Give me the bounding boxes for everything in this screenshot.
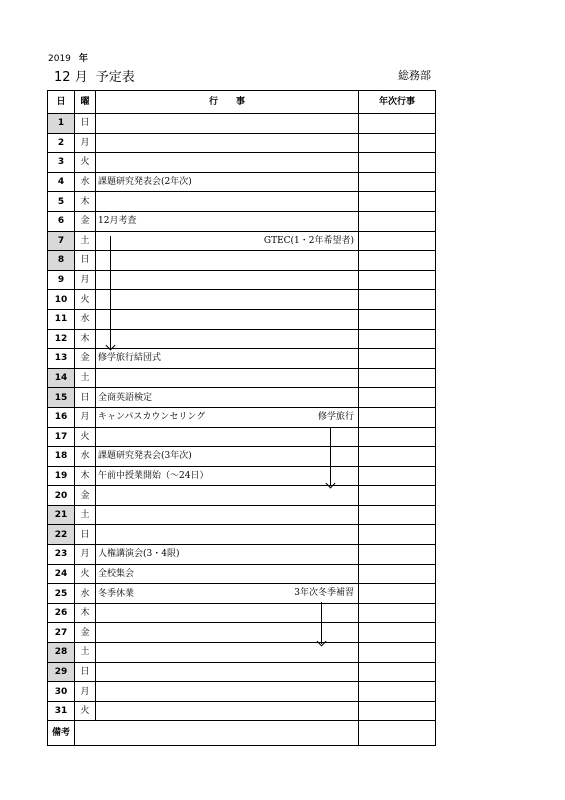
annual-event-cell [359, 603, 436, 623]
col-header-events: 行 事 [96, 91, 359, 114]
annual-event-cell [359, 682, 436, 702]
weekday-cell: 木 [75, 603, 96, 623]
annual-event-cell [359, 133, 436, 153]
annual-event-cell [359, 407, 436, 427]
date-cell: 17 [48, 427, 75, 447]
weekday-cell: 日 [75, 388, 96, 408]
weekday-cell: 水 [75, 172, 96, 192]
event-cell [96, 329, 359, 349]
date-cell: 10 [48, 290, 75, 310]
event-cell [96, 682, 359, 702]
date-cell: 30 [48, 682, 75, 702]
event-cell [96, 192, 359, 212]
annual-event-cell [359, 114, 436, 134]
annual-event-cell [359, 643, 436, 663]
table-row [48, 251, 436, 271]
event-text: 午前中授業開始（～24日） [98, 470, 209, 481]
annual-event-cell [359, 172, 436, 192]
weekday-cell: 金 [75, 486, 96, 506]
annual-event-cell [359, 701, 436, 721]
annual-event-cell [359, 388, 436, 408]
event-cell [96, 231, 359, 251]
event-cell [96, 466, 359, 486]
date-cell: 28 [48, 643, 75, 663]
table-row [48, 525, 436, 545]
weekday-cell: 火 [75, 153, 96, 173]
continuation-arrow [110, 236, 111, 348]
table-row [48, 192, 436, 212]
table-row [48, 427, 436, 447]
event-cell [96, 447, 359, 467]
event-text: 人権講演会(3・4限) [98, 549, 180, 560]
date-cell: 12 [48, 329, 75, 349]
department-label: 総務部 [398, 69, 431, 82]
remarks-label: 備考 [48, 721, 75, 746]
table-row [48, 564, 436, 584]
annual-event-cell [359, 309, 436, 329]
table-row [48, 623, 436, 643]
remarks-row [48, 721, 436, 746]
remarks-cell [75, 721, 359, 746]
event-cell [96, 133, 359, 153]
weekday-cell: 火 [75, 564, 96, 584]
date-cell: 7 [48, 231, 75, 251]
col-header-dow: 曜 [75, 91, 96, 114]
date-cell: 26 [48, 603, 75, 623]
date-cell: 3 [48, 153, 75, 173]
event-cell [96, 505, 359, 525]
event-cell [96, 290, 359, 310]
annual-event-cell [359, 427, 436, 447]
table-row [48, 270, 436, 290]
weekday-cell: 土 [75, 505, 96, 525]
table-row [48, 643, 436, 663]
annual-event-cell [359, 192, 436, 212]
table-row [48, 153, 436, 173]
annual-event-cell [359, 447, 436, 467]
table-row [48, 133, 436, 153]
date-cell: 24 [48, 564, 75, 584]
weekday-cell: 日 [75, 114, 96, 134]
date-cell: 21 [48, 505, 75, 525]
table-row [48, 486, 436, 506]
weekday-cell: 水 [75, 584, 96, 604]
event-cell [96, 701, 359, 721]
table-header-row [48, 91, 436, 114]
annual-event-cell [359, 329, 436, 349]
weekday-cell: 金 [75, 623, 96, 643]
event-cell [96, 172, 359, 192]
table-row [48, 290, 436, 310]
weekday-cell: 月 [75, 545, 96, 565]
weekday-cell: 土 [75, 231, 96, 251]
remarks-annual-cell [359, 721, 436, 746]
event-cell [96, 153, 359, 173]
annual-event-cell [359, 368, 436, 388]
weekday-cell: 金 [75, 349, 96, 369]
table-row [48, 466, 436, 486]
annual-event-cell [359, 584, 436, 604]
date-cell: 16 [48, 407, 75, 427]
annual-event-cell [359, 564, 436, 584]
annual-event-cell [359, 290, 436, 310]
table-row [48, 447, 436, 467]
event-right-text: 3年次冬季補習 [294, 588, 354, 599]
weekday-cell: 月 [75, 682, 96, 702]
table-row [48, 505, 436, 525]
annual-event-cell [359, 349, 436, 369]
annual-event-cell [359, 525, 436, 545]
weekday-cell: 日 [75, 662, 96, 682]
annual-event-cell [359, 231, 436, 251]
date-cell: 8 [48, 251, 75, 271]
event-cell [96, 486, 359, 506]
event-cell [96, 603, 359, 623]
table-row [48, 114, 436, 134]
weekday-cell: 土 [75, 643, 96, 663]
annual-event-cell [359, 662, 436, 682]
date-cell: 9 [48, 270, 75, 290]
event-cell [96, 407, 359, 427]
event-cell [96, 643, 359, 663]
table-row [48, 388, 436, 408]
table-row [48, 545, 436, 565]
weekday-cell: 木 [75, 192, 96, 212]
continuation-arrow [330, 428, 331, 486]
event-cell [96, 662, 359, 682]
weekday-cell: 月 [75, 270, 96, 290]
annual-event-cell [359, 486, 436, 506]
col-header-annual: 年次行事 [359, 91, 436, 114]
table-row [48, 172, 436, 192]
weekday-cell: 金 [75, 211, 96, 231]
month-title: 12 月 予定表 [54, 70, 135, 85]
event-cell [96, 211, 359, 231]
date-cell: 13 [48, 349, 75, 369]
weekday-cell: 木 [75, 466, 96, 486]
date-cell: 23 [48, 545, 75, 565]
col-header-date: 日 [48, 91, 75, 114]
event-text: 修学旅行結団式 [98, 353, 162, 364]
table-row [48, 662, 436, 682]
event-text: 課題研究発表会(3年次) [98, 451, 192, 462]
annual-event-cell [359, 623, 436, 643]
weekday-cell: 水 [75, 447, 96, 467]
event-cell [96, 427, 359, 447]
annual-event-cell [359, 270, 436, 290]
date-cell: 15 [48, 388, 75, 408]
date-cell: 27 [48, 623, 75, 643]
weekday-cell: 日 [75, 251, 96, 271]
annual-event-cell [359, 505, 436, 525]
event-cell [96, 388, 359, 408]
date-cell: 1 [48, 114, 75, 134]
table-row [48, 584, 436, 604]
date-cell: 6 [48, 211, 75, 231]
event-cell [96, 525, 359, 545]
weekday-cell: 火 [75, 427, 96, 447]
table-row [48, 349, 436, 369]
event-cell [96, 309, 359, 329]
table-row [48, 368, 436, 388]
weekday-cell: 土 [75, 368, 96, 388]
weekday-cell: 月 [75, 133, 96, 153]
year-label: 2019 年 [48, 54, 88, 64]
event-right-text: GTEC(1・2年希望者) [263, 235, 354, 246]
event-text: 全商英語検定 [98, 392, 153, 403]
date-cell: 5 [48, 192, 75, 212]
event-text: 12月考査 [98, 216, 137, 227]
weekday-cell: 日 [75, 525, 96, 545]
date-cell: 14 [48, 368, 75, 388]
date-cell: 25 [48, 584, 75, 604]
table-row [48, 701, 436, 721]
annual-event-cell [359, 211, 436, 231]
date-cell: 20 [48, 486, 75, 506]
event-right-text: 修学旅行 [317, 411, 354, 422]
event-cell [96, 349, 359, 369]
annual-event-cell [359, 251, 436, 271]
schedule-table [47, 90, 436, 746]
table-row [48, 682, 436, 702]
event-cell [96, 251, 359, 271]
event-cell [96, 564, 359, 584]
date-cell: 22 [48, 525, 75, 545]
event-cell [96, 584, 359, 604]
event-text: 冬季休業 [98, 588, 135, 599]
date-cell: 4 [48, 172, 75, 192]
table-row [48, 407, 436, 427]
event-cell [96, 270, 359, 290]
date-cell: 11 [48, 309, 75, 329]
table-row [48, 211, 436, 231]
event-cell [96, 545, 359, 565]
table-row [48, 603, 436, 623]
table-row [48, 231, 436, 251]
weekday-cell: 木 [75, 329, 96, 349]
date-cell: 31 [48, 701, 75, 721]
event-text: 課題研究発表会(2年次) [98, 177, 192, 188]
weekday-cell: 火 [75, 701, 96, 721]
date-cell: 29 [48, 662, 75, 682]
weekday-cell: 水 [75, 309, 96, 329]
event-cell [96, 114, 359, 134]
annual-event-cell [359, 153, 436, 173]
table-row [48, 309, 436, 329]
event-text: キャンパスカウンセリング [98, 412, 206, 423]
annual-event-cell [359, 466, 436, 486]
event-cell [96, 368, 359, 388]
continuation-arrow [321, 602, 322, 644]
weekday-cell: 月 [75, 407, 96, 427]
annual-event-cell [359, 545, 436, 565]
date-cell: 19 [48, 466, 75, 486]
event-text: 全校集会 [98, 568, 135, 579]
date-cell: 18 [48, 447, 75, 467]
weekday-cell: 火 [75, 290, 96, 310]
date-cell: 2 [48, 133, 75, 153]
